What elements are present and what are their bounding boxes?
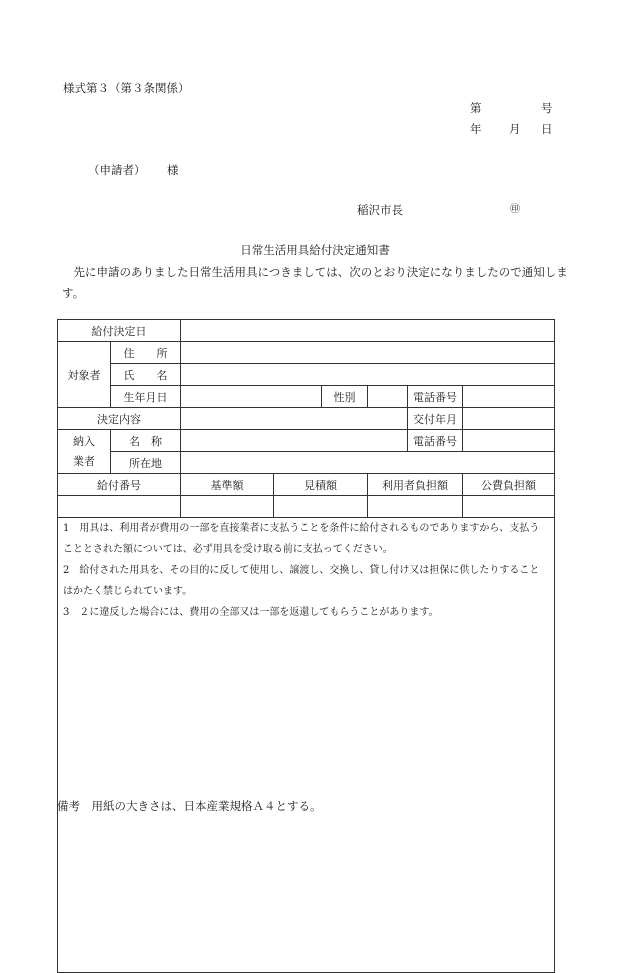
supplier-phone-value bbox=[463, 430, 555, 452]
decision-table bbox=[57, 319, 555, 973]
document-number-suffix: 号 bbox=[541, 101, 553, 115]
birthdate-label: 生年月日 bbox=[111, 386, 181, 408]
date-month: 月 bbox=[509, 122, 521, 136]
location-label: 所在地 bbox=[111, 452, 181, 474]
seal-mark: ㊞ bbox=[510, 204, 520, 215]
benefit-number-value bbox=[58, 496, 181, 518]
note-2: 2 給付された用具を、その目的に反して使用し、譲渡し、交換し、貸し付け又は担保に供したりすることはかたく禁じられています。 bbox=[63, 565, 540, 597]
standard-amount-header: 基準額 bbox=[181, 474, 274, 496]
applicant-label: （申請者） bbox=[88, 163, 146, 177]
delivery-date-label: 交付年月 bbox=[408, 408, 463, 430]
address-label: 住 所 bbox=[111, 342, 181, 364]
gender-value bbox=[368, 386, 408, 408]
date-day: 日 bbox=[541, 122, 553, 136]
benefit-number-header: 給付番号 bbox=[58, 474, 181, 496]
company-name-value bbox=[181, 430, 408, 452]
estimate-amount-value bbox=[274, 496, 368, 518]
document-title: 日常生活用具給付決定通知書 bbox=[240, 243, 390, 257]
decision-date-label: 給付決定日 bbox=[58, 320, 181, 342]
honorific: 様 bbox=[167, 163, 179, 177]
location-value bbox=[181, 452, 555, 474]
notes-cell bbox=[58, 518, 555, 973]
birthdate-value bbox=[181, 386, 322, 408]
supplier-label-line1: 納入 bbox=[73, 434, 95, 448]
estimate-amount-header: 見積額 bbox=[274, 474, 368, 496]
gender-label: 性別 bbox=[322, 386, 368, 408]
name-label: 氏 名 bbox=[111, 364, 181, 386]
intro-text: 先に申請のありました日常生活用具につきましては、次のとおり決定になりましたので通知します。 bbox=[62, 265, 568, 300]
form-number: 様式第３（第３条関係） bbox=[63, 81, 190, 95]
issuer: 稲沢市長 bbox=[357, 203, 403, 217]
document-number-prefix: 第 bbox=[470, 101, 482, 115]
company-name-label: 名 称 bbox=[111, 430, 181, 452]
address-value bbox=[181, 342, 555, 364]
date-year: 年 bbox=[470, 122, 482, 136]
name-value bbox=[181, 364, 555, 386]
public-burden-header: 公費負担額 bbox=[463, 474, 555, 496]
note-1: 1 用具は、利用者が費用の一部を直接業者に支払うことを条件に給付されるものでありますから、支払うこととされた額については、必ず用具を受け取る前に支払ってください。 bbox=[63, 523, 540, 555]
delivery-date-value bbox=[463, 408, 555, 430]
note-3: 3 ２に違反した場合には、費用の全部又は一部を返還してもらうことがあります。 bbox=[63, 607, 439, 618]
supplier-phone-label: 電話番号 bbox=[408, 430, 463, 452]
recipient-label: 対象者 bbox=[58, 342, 111, 408]
recipient-phone-value bbox=[463, 386, 555, 408]
decision-content-label: 決定内容 bbox=[58, 408, 181, 430]
supplier-label-line2: 業者 bbox=[73, 454, 95, 468]
user-burden-header: 利用者負担額 bbox=[368, 474, 463, 496]
user-burden-value bbox=[368, 496, 463, 518]
decision-content-value bbox=[181, 408, 408, 430]
footnote: 備考 用紙の大きさは、日本産業規格Ａ４とする。 bbox=[57, 799, 322, 813]
recipient-phone-label: 電話番号 bbox=[408, 386, 463, 408]
standard-amount-value bbox=[181, 496, 274, 518]
decision-date-value bbox=[181, 320, 555, 342]
supplier-label bbox=[58, 430, 111, 474]
public-burden-value bbox=[463, 496, 555, 518]
